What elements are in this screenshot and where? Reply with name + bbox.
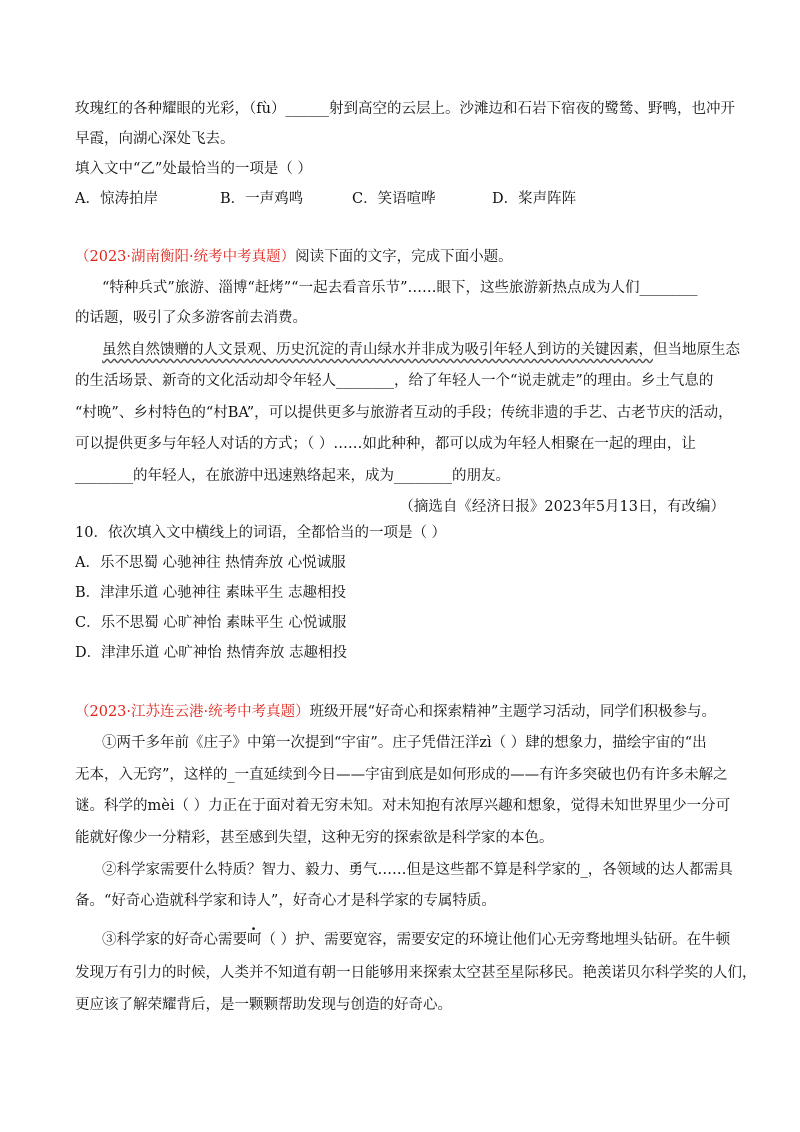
option-c[interactable]: C．笑语喧哗	[352, 191, 436, 207]
passage-line: ②科学家需要什么特质？智力、毅力、勇气……但是这些都不算是科学家的_，各领域的达人都需具	[102, 862, 733, 878]
passage-line: 无本，入无窍”，这样的_一直延续到今日——宇宙到底是如何形成的——有许多突破也仍有许多未解之	[75, 767, 728, 783]
emphasis-char: 呵	[247, 932, 262, 948]
passage-line: ①两千多年前《庄子》中第一次提到“宇宙”。庄子凭借汪洋zì（ ）肆的想象力，描绘宇宙的“出	[102, 735, 707, 751]
passage-line: 更应该了解荣耀背后，是一颗颗帮助发现与创造的好奇心。	[75, 997, 452, 1013]
question-text: 填入文中“乙”处最恰当的一项是（ ）	[75, 161, 312, 177]
section-header	[75, 702, 716, 722]
options-row	[75, 189, 576, 209]
section-intro: 班级开展“好奇心和探索精神”主题学习活动，同学们积极参与。	[309, 704, 716, 720]
source-tag: （2023·江苏连云港·统考中考真题）	[75, 704, 310, 720]
passage-line: 的话题，吸引了众多游客前去消费。	[75, 310, 307, 326]
option-c[interactable]: C．乐不思蜀 心旷神怡 素昧平生 心悦诚服	[75, 615, 347, 631]
option-b[interactable]: B．津津乐道 心驰神往 素昧平生 志趣相投	[75, 585, 346, 601]
section-intro: 阅读下面的文字，完成下面小题。	[295, 249, 513, 265]
option-d[interactable]: D．桨声阵阵	[492, 191, 577, 207]
passage-line: 发现万有引力的时候，人类并不知道有朝一日能够用来探索太空甚至星际移民。艳羡诺贝尔科学奖的人们，	[75, 965, 757, 981]
option-a[interactable]: A．乐不思蜀 心驰神往 热情奔放 心悦诚服	[75, 555, 346, 571]
option-d[interactable]: D．津津乐道 心旷神怡 热情奔放 志趣相投	[75, 645, 347, 661]
passage-line: 的生活场景、新奇的文化活动却令年轻人________，给了年轻人一个“说走就走”的理由。乡土气息的	[75, 373, 714, 389]
underlined-sentence: 虽然自然馈赠的人文景观、历史沉淀的青山绿水并非成为吸引年轻人到访的关键因素，	[102, 342, 653, 358]
source-credit: （摘选自《经济日报》2023年5月13日，有改编）	[399, 499, 725, 515]
passage-line: ________的年轻人，在旅游中迅速熟络起来，成为________的朋友。	[75, 468, 510, 484]
section-header	[75, 247, 513, 267]
passage-line: ③科学家的好奇心需要呵（ ）护、需要宽容，需要安定的环境让他们心无旁骛地埋头钻研。在牛顿	[102, 932, 731, 948]
option-b[interactable]: B．一声鸡鸣	[220, 191, 304, 207]
passage-line: 早霞，向湖心深处飞去。	[75, 131, 235, 147]
source-tag: （2023·湖南衡阳·统考中考真题）	[75, 249, 296, 265]
question-text: 10．依次填入文中横线上的词语，全都恰当的一项是（ ）	[75, 525, 447, 541]
passage-line: 谜。科学的mèi（ ）力正在于面对着无穷未知。对未知抱有浓厚兴趣和想象，觉得未知世界里少一分可	[75, 798, 731, 814]
passage-line: “村晚”、乡村特色的“村BA”，可以提供更多与旅游者互动的手段；传统非遗的手艺、古老节庆的活动，	[75, 405, 733, 421]
passage-line: “特种兵式”旅游、淄博“赶烤”“一起去看音乐节”……眼下，这些旅游新热点成为人们________	[102, 280, 698, 296]
passage-line: 虽然自然馈赠的人文景观、历史沉淀的青山绿水并非成为吸引年轻人到访的关键因素，但当地原生态	[102, 342, 740, 358]
passage-line: 能就好像少一分精彩，甚至感到失望，这种无穷的探索欲是科学家的本色。	[75, 830, 554, 846]
passage-line: 可以提供更多与年轻人对话的方式；（ ）……如此种种，都可以成为年轻人相聚在一起的理由，让	[75, 436, 696, 452]
passage-line: 备。“好奇心造就科学家和诗人”，好奇心才是科学家的专属特质。	[75, 893, 496, 909]
passage-line: 玫瑰红的各种耀眼的光彩，（fù）______射到高空的云层上。沙滩边和石岩下宿夜的鹭鸶、野鸭，也冲开	[75, 101, 735, 117]
option-a[interactable]: A．惊涛拍岸	[75, 191, 158, 207]
